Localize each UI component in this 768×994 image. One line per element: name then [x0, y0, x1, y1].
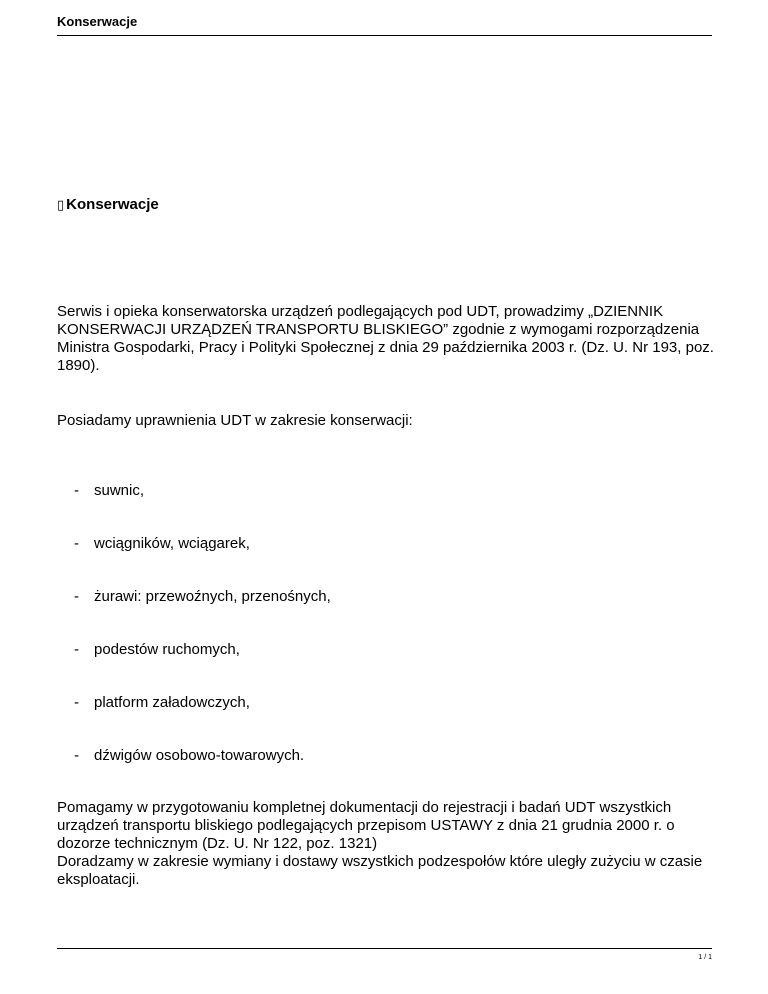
list-item-text: suwnic, [94, 482, 145, 499]
section-title: Konserwacje [66, 196, 159, 213]
list-dash: - [74, 747, 79, 764]
section-heading [57, 195, 159, 216]
list-item [74, 747, 304, 765]
missing-glyph-icon: ▯ [57, 198, 65, 213]
list-item [74, 694, 250, 712]
list-item-text: dźwigów osobowo-towarowych. [94, 747, 305, 764]
list-item-text: podestów ruchomych, [94, 641, 240, 658]
page-footer [57, 948, 712, 961]
list-item [74, 482, 144, 500]
intro-paragraph: Serwis i opieka konserwatorska urządzeń podlegających pod UDT, prowadzimy „DZIENNIK KONSERWACJI URZĄDZEŃ TRANSPORTU BLISKIEGO” zgodnie z wymogami rozporządzenia Ministra Gospodarki, Pracy i Polityki Społecznej z dnia 29 października 2003 r. (Dz. U. Nr 193, poz. 1890). [57, 303, 714, 374]
documentation-paragraph: Pomagamy w przygotowaniu kompletnej dokumentacji do rejestracji i badań UDT wszystkich urządzeń transportu bliskiego podlegających przepisom USTAWY z dnia 21 grudnia 2000 r. o dozorze technicznym (Dz. U. Nr 122, poz. 1321) [57, 799, 675, 852]
page-header [57, 13, 712, 36]
list-item-text: żurawi: przewoźnych, przenośnych, [94, 588, 331, 605]
list-item-text: platform załadowczych, [94, 694, 250, 711]
list-item-text: wciągników, wciągarek, [94, 535, 250, 552]
list-dash: - [74, 535, 79, 552]
list-dash: - [74, 482, 79, 499]
header-title: Konserwacje [57, 14, 138, 29]
list-dash: - [74, 641, 79, 658]
list-item [74, 535, 250, 553]
list-dash: - [74, 588, 79, 605]
rights-heading: Posiadamy uprawnienia UDT w zakresie konserwacji: [57, 412, 413, 429]
advice-paragraph: Doradzamy w zakresie wymiany i dostawy wszystkich podzespołów które uległy zużyciu w czasie eksploatacji. [57, 853, 703, 888]
list-item [74, 588, 331, 606]
list-item [74, 641, 240, 659]
list-dash: - [74, 694, 79, 711]
page-number: 1 / 1 [698, 954, 712, 961]
